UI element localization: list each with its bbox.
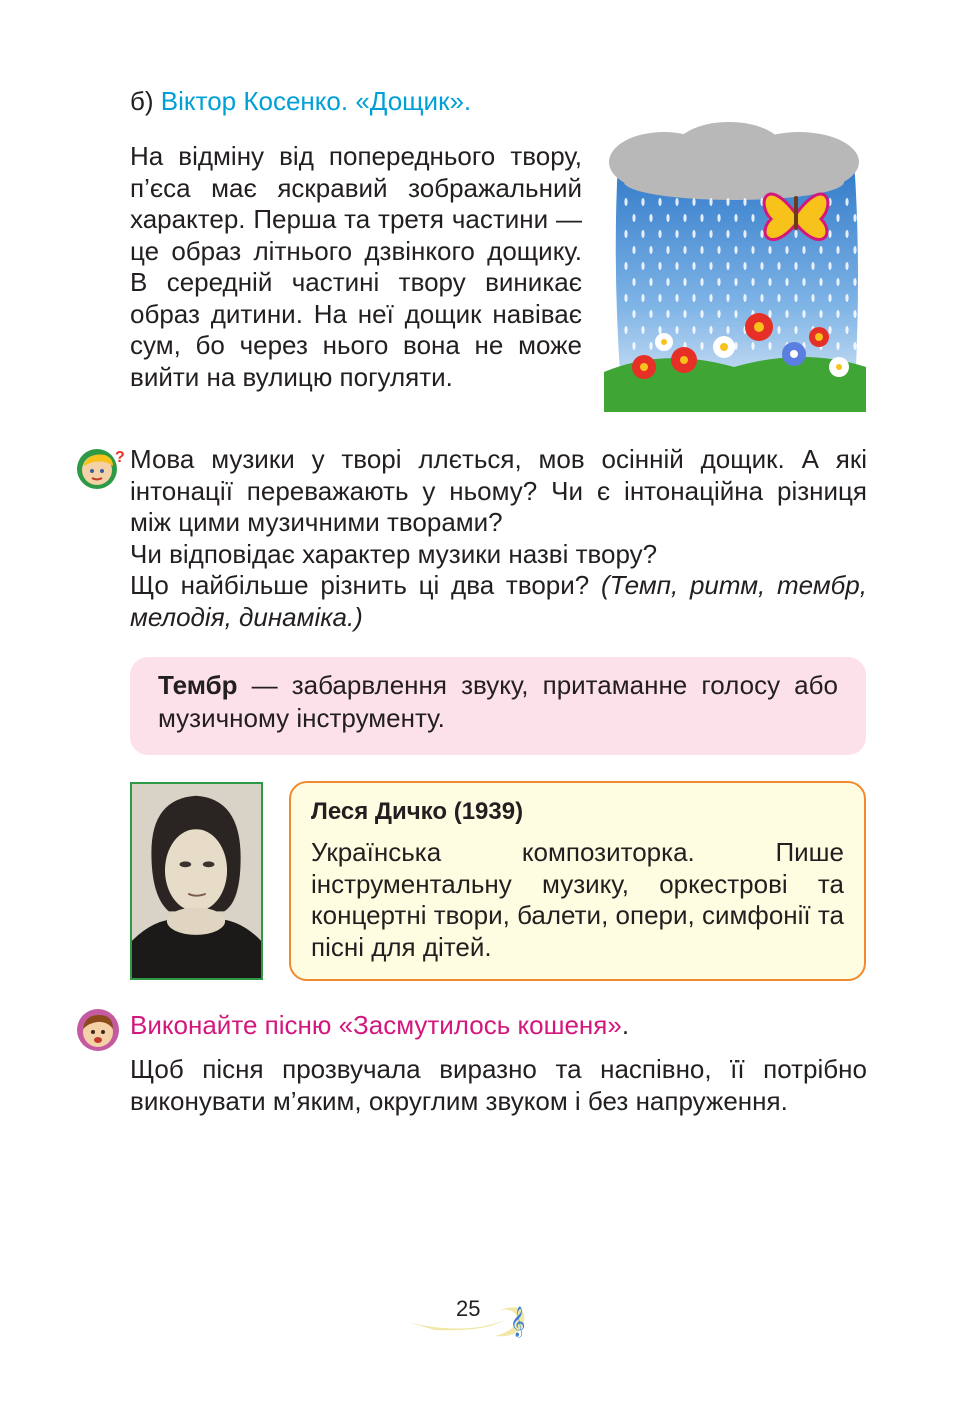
rain-drop	[794, 326, 797, 334]
rain-drop	[760, 262, 763, 270]
rain-drop	[819, 246, 822, 254]
rain-drop	[683, 246, 686, 254]
section-heading	[130, 86, 471, 117]
rain-drop	[768, 342, 771, 350]
rain-drop	[658, 262, 661, 270]
rain-drop	[726, 262, 729, 270]
rain-drop	[802, 246, 805, 254]
rain-illustration	[604, 122, 866, 412]
rain-drop	[819, 278, 822, 286]
rain-drop	[675, 230, 678, 238]
rain-drop	[649, 278, 652, 286]
rain-drop	[726, 326, 729, 334]
rain-drop	[836, 342, 839, 350]
rain-drop	[853, 342, 856, 350]
rain-drop	[649, 310, 652, 318]
rain-drop	[632, 246, 635, 254]
rain-drop	[836, 214, 839, 222]
question-paragraph-3	[130, 570, 867, 633]
rain-drop	[641, 230, 644, 238]
rain-drop	[726, 294, 729, 302]
rain-drop	[760, 294, 763, 302]
rain-drop	[743, 262, 746, 270]
rain-drop	[828, 262, 831, 270]
rain-drop	[692, 262, 695, 270]
rain-drop	[717, 310, 720, 318]
rain-drop	[658, 198, 661, 206]
rain-drop	[675, 326, 678, 334]
rain-drop	[853, 278, 856, 286]
song-title-end: .	[621, 1010, 630, 1040]
rain-drop	[641, 326, 644, 334]
cloud-icon	[609, 122, 859, 200]
rain-drop	[853, 310, 856, 318]
rain-drop	[785, 278, 788, 286]
rain-drop	[828, 294, 831, 302]
rain-drop	[845, 262, 848, 270]
rain-drop	[777, 294, 780, 302]
rain-drop	[811, 262, 814, 270]
rain-drop	[760, 230, 763, 238]
rain-drop	[743, 198, 746, 206]
rain-drop	[828, 326, 831, 334]
rain-drop	[717, 246, 720, 254]
rain-drop	[751, 342, 754, 350]
rain-drop	[700, 214, 703, 222]
rain-drop	[666, 214, 669, 222]
rain-drop	[692, 294, 695, 302]
rain-drop	[709, 230, 712, 238]
section-prefix: б)	[130, 86, 154, 116]
rain-drop	[777, 326, 780, 334]
rain-drop	[658, 230, 661, 238]
svg-text:?: ?	[115, 449, 125, 466]
composer-name: Леся Дичко (1939)	[311, 798, 524, 825]
rain-drop	[624, 262, 627, 270]
rain-drop	[632, 214, 635, 222]
rain-drop	[845, 230, 848, 238]
rain-drop	[632, 278, 635, 286]
rain-drop	[700, 310, 703, 318]
rain-drop	[649, 246, 652, 254]
rain-drop	[658, 326, 661, 334]
rain-drop	[853, 246, 856, 254]
rain-drop	[751, 278, 754, 286]
rain-drop	[743, 294, 746, 302]
rain-drop	[836, 310, 839, 318]
rain-drop	[794, 230, 797, 238]
rain-drop	[828, 230, 831, 238]
rain-drop	[751, 214, 754, 222]
rain-drop	[675, 262, 678, 270]
rain-drop	[692, 230, 695, 238]
rain-drop	[709, 198, 712, 206]
rain-drop	[692, 326, 695, 334]
rain-drop	[845, 198, 848, 206]
rain-drop	[632, 310, 635, 318]
question-3-hint: (Темп, ритм, тембр, мелодія, динаміка.)	[130, 570, 867, 632]
section-title: Віктор Косенко. «Дощик».	[160, 86, 472, 116]
rain-drop	[675, 294, 678, 302]
rain-drop	[683, 310, 686, 318]
rain-drop	[624, 294, 627, 302]
rain-drop	[845, 326, 848, 334]
rain-drop	[624, 198, 627, 206]
rain-drop	[683, 214, 686, 222]
rain-drop	[726, 198, 729, 206]
composer-bio: Українська композиторка. Пише інструментальну музику, оркестрові та концертні твори, балети, опери, симфонії та пісні для дітей.	[311, 837, 844, 962]
rain-drop	[632, 342, 635, 350]
rain-drop	[641, 262, 644, 270]
rain-drop	[751, 246, 754, 254]
rain-drop	[768, 310, 771, 318]
intro-paragraph: На відміну від попереднього твору, п’єса має яскравий зображальний характер. Перша та третя частини — це образ літнього дзвінкого дощику. В середній частині твору виникає образ дитини. На неї дощик навіває сум, бо через нього вона не може вийти на вулицю погуляти.	[130, 141, 582, 392]
song-title-line	[130, 1010, 629, 1041]
rain-drop	[785, 310, 788, 318]
rain-drop	[836, 246, 839, 254]
rain-drop	[768, 246, 771, 254]
rain-drop	[717, 214, 720, 222]
rain-drop	[700, 246, 703, 254]
rain-drop	[836, 278, 839, 286]
thinking-child-icon	[75, 446, 123, 490]
rain-drop	[802, 310, 805, 318]
rain-drop	[734, 214, 737, 222]
definition-term: Тембр	[158, 670, 238, 700]
rain-drop	[641, 198, 644, 206]
rain-drop	[734, 246, 737, 254]
composer-portrait	[130, 782, 263, 980]
rain-drop	[785, 246, 788, 254]
rain-drop	[666, 246, 669, 254]
question-3-text: Що найбільше різнить ці два твори?	[130, 570, 601, 600]
rain-drop	[853, 214, 856, 222]
rain-drop	[794, 294, 797, 302]
rain-drop	[845, 294, 848, 302]
rain-drop	[649, 214, 652, 222]
rain-drop	[717, 278, 720, 286]
questions-block	[130, 444, 867, 633]
rain-drop	[726, 230, 729, 238]
question-paragraph-1: Мова музики у творі ллється, мов осінній дощик. А які інтонації переважають у ньому? Чи є інтонаційна різниця між цими музичними творами?	[130, 444, 867, 537]
rain-drop	[624, 230, 627, 238]
rain-drop	[709, 326, 712, 334]
rain-drop	[658, 294, 661, 302]
rain-drop	[666, 310, 669, 318]
question-paragraph-2: Чи відповідає характер музики назві твору?	[130, 538, 658, 569]
composer-bio-box	[289, 781, 866, 981]
rain-drop	[709, 294, 712, 302]
rain-drop	[641, 294, 644, 302]
rain-drop	[692, 198, 695, 206]
page-number: 25	[456, 1296, 481, 1321]
rain-drop	[700, 278, 703, 286]
definition-text	[158, 669, 838, 735]
rain-drop	[734, 278, 737, 286]
rain-drop	[811, 294, 814, 302]
singing-child-icon	[75, 1007, 121, 1053]
song-title: Виконайте пісню «Засмутилось кошеня»	[130, 1010, 622, 1040]
song-instructions: Щоб пісня прозвучала виразно та наспівно, її потрібно виконувати м’яким, округлим звуком і без напруження.	[130, 1054, 867, 1116]
rain-drop	[768, 278, 771, 286]
svg-text:𝄞: 𝄞	[510, 1307, 526, 1337]
rain-drop	[777, 262, 780, 270]
rain-drop	[794, 262, 797, 270]
rain-drop	[700, 342, 703, 350]
rain-drop	[709, 262, 712, 270]
rain-drop	[624, 326, 627, 334]
definition-box	[130, 657, 866, 755]
rain-drop	[675, 198, 678, 206]
rain-drop	[743, 230, 746, 238]
rain-drop	[649, 342, 652, 350]
rain-drop	[666, 278, 669, 286]
rain-drop	[802, 278, 805, 286]
rain-drop	[819, 310, 822, 318]
definition-body: — забарвлення звуку, притаманне голосу або музичному інструменту.	[158, 670, 838, 733]
rain-drop	[734, 310, 737, 318]
rain-drop	[683, 278, 686, 286]
